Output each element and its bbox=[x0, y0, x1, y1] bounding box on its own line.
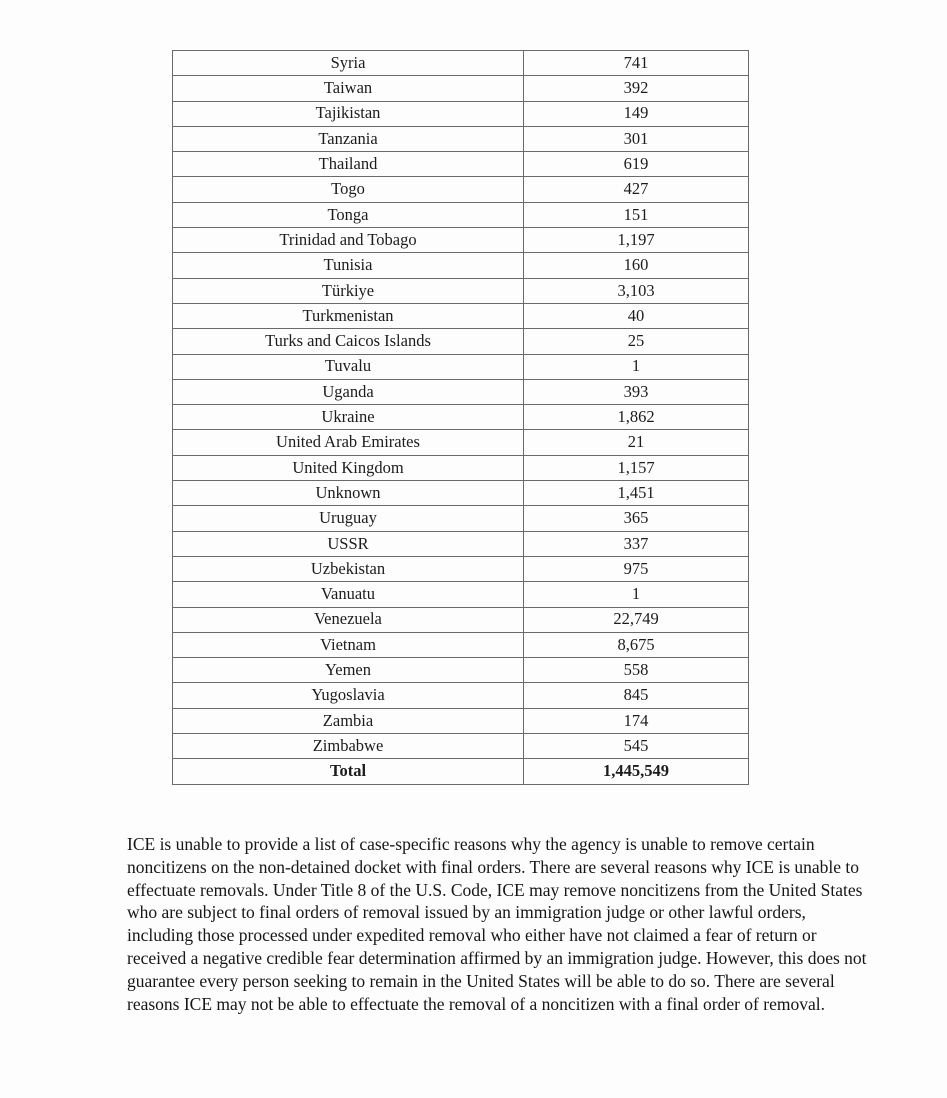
count-cell: 1 bbox=[524, 582, 749, 607]
total-label-cell: Total bbox=[173, 759, 524, 784]
country-cell: Zambia bbox=[173, 708, 524, 733]
table-row bbox=[173, 708, 749, 733]
country-cell: United Arab Emirates bbox=[173, 430, 524, 455]
table-body bbox=[173, 51, 749, 759]
count-cell: 1,451 bbox=[524, 481, 749, 506]
country-cell: Yugoslavia bbox=[173, 683, 524, 708]
country-count-table bbox=[172, 50, 749, 785]
count-cell: 301 bbox=[524, 126, 749, 151]
country-cell: Zimbabwe bbox=[173, 734, 524, 759]
count-cell: 8,675 bbox=[524, 632, 749, 657]
country-cell: Tunisia bbox=[173, 253, 524, 278]
country-cell: Yemen bbox=[173, 658, 524, 683]
table-row bbox=[173, 632, 749, 657]
count-cell: 845 bbox=[524, 683, 749, 708]
count-cell: 40 bbox=[524, 303, 749, 328]
table-row bbox=[173, 303, 749, 328]
country-cell: Turkmenistan bbox=[173, 303, 524, 328]
total-count-cell: 1,445,549 bbox=[524, 759, 749, 784]
table-row bbox=[173, 354, 749, 379]
count-cell: 619 bbox=[524, 152, 749, 177]
count-cell: 174 bbox=[524, 708, 749, 733]
country-cell: Togo bbox=[173, 177, 524, 202]
country-cell: Tonga bbox=[173, 202, 524, 227]
country-cell: Uruguay bbox=[173, 506, 524, 531]
country-cell: Taiwan bbox=[173, 76, 524, 101]
count-cell: 427 bbox=[524, 177, 749, 202]
total-row bbox=[173, 759, 749, 784]
country-cell: Venezuela bbox=[173, 607, 524, 632]
count-cell: 558 bbox=[524, 658, 749, 683]
table-row bbox=[173, 253, 749, 278]
country-cell: Vanuatu bbox=[173, 582, 524, 607]
country-cell: Unknown bbox=[173, 481, 524, 506]
table-row bbox=[173, 329, 749, 354]
country-cell: Tajikistan bbox=[173, 101, 524, 126]
country-cell: Thailand bbox=[173, 152, 524, 177]
country-cell: Tanzania bbox=[173, 126, 524, 151]
count-cell: 21 bbox=[524, 430, 749, 455]
country-cell: Trinidad and Tobago bbox=[173, 228, 524, 253]
count-cell: 337 bbox=[524, 531, 749, 556]
table-footer bbox=[173, 759, 749, 784]
country-cell: Uzbekistan bbox=[173, 556, 524, 581]
country-cell: Syria bbox=[173, 51, 524, 76]
table-row bbox=[173, 177, 749, 202]
count-cell: 25 bbox=[524, 329, 749, 354]
table-row bbox=[173, 101, 749, 126]
count-cell: 393 bbox=[524, 379, 749, 404]
table-row bbox=[173, 152, 749, 177]
country-cell: Turks and Caicos Islands bbox=[173, 329, 524, 354]
table-row bbox=[173, 51, 749, 76]
table-row bbox=[173, 506, 749, 531]
count-cell: 3,103 bbox=[524, 278, 749, 303]
country-cell: Ukraine bbox=[173, 405, 524, 430]
table-row bbox=[173, 379, 749, 404]
count-cell: 975 bbox=[524, 556, 749, 581]
table-row bbox=[173, 455, 749, 480]
count-cell: 365 bbox=[524, 506, 749, 531]
country-cell: United Kingdom bbox=[173, 455, 524, 480]
table-row bbox=[173, 126, 749, 151]
count-cell: 1,157 bbox=[524, 455, 749, 480]
count-cell: 545 bbox=[524, 734, 749, 759]
count-cell: 151 bbox=[524, 202, 749, 227]
count-cell: 149 bbox=[524, 101, 749, 126]
table-row bbox=[173, 734, 749, 759]
table-row bbox=[173, 405, 749, 430]
table-row bbox=[173, 582, 749, 607]
table-row bbox=[173, 607, 749, 632]
table-row bbox=[173, 481, 749, 506]
table-row bbox=[173, 658, 749, 683]
count-cell: 160 bbox=[524, 253, 749, 278]
country-cell: Tuvalu bbox=[173, 354, 524, 379]
count-cell: 1,862 bbox=[524, 405, 749, 430]
country-cell: Uganda bbox=[173, 379, 524, 404]
count-cell: 22,749 bbox=[524, 607, 749, 632]
table-row bbox=[173, 278, 749, 303]
table-row bbox=[173, 202, 749, 227]
count-cell: 1,197 bbox=[524, 228, 749, 253]
country-cell: Vietnam bbox=[173, 632, 524, 657]
table-row bbox=[173, 556, 749, 581]
country-cell: USSR bbox=[173, 531, 524, 556]
count-cell: 392 bbox=[524, 76, 749, 101]
table-row bbox=[173, 683, 749, 708]
table-row bbox=[173, 430, 749, 455]
table-row bbox=[173, 228, 749, 253]
count-cell: 741 bbox=[524, 51, 749, 76]
count-cell: 1 bbox=[524, 354, 749, 379]
table-row bbox=[173, 531, 749, 556]
country-cell: Türkiye bbox=[173, 278, 524, 303]
body-paragraph: ICE is unable to provide a list of case-specific reasons why the agency is unable to remove certain noncitizens on the non-detained docket with final orders. There are several reasons why ICE is unable to effectuate removals. Under Title 8 of the U.S. Code, ICE may remove noncitizens from the United States who are subject to final orders of removal issued by an immigration judge or other lawful orders, including those processed under expedited removal who either have not claimed a fear of return or received a negative credible fear determination affirmed by an immigration judge. However, this does not guarantee every person seeking to remain in the United States will be able to do so. There are several reasons ICE may not be able to effectuate the removal of a noncitizen with a final order of removal. bbox=[127, 834, 867, 1014]
table-row bbox=[173, 76, 749, 101]
